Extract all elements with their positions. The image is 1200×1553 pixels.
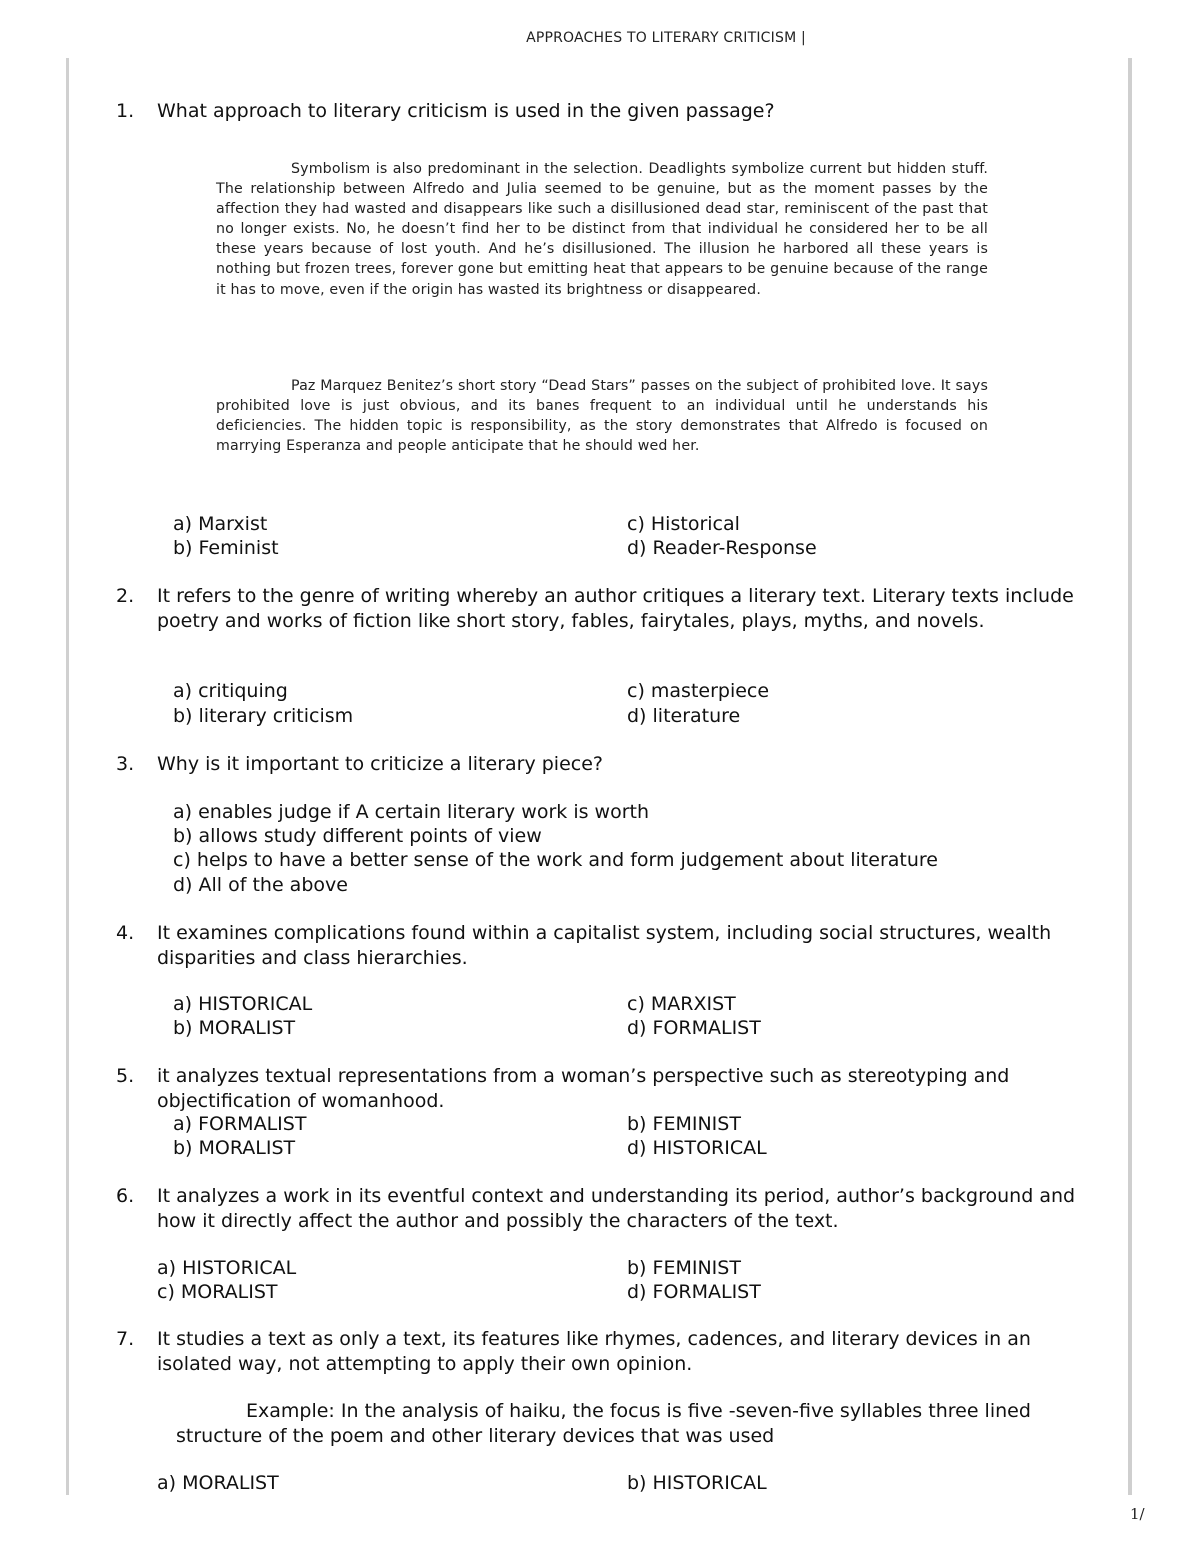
question-stem: Why is it important to criticize a literary piece? [157, 753, 603, 775]
answer-option: c) MORALIST [157, 1281, 278, 1303]
question-number: 2. [116, 585, 135, 607]
answer-option: d) literature [627, 705, 741, 727]
answer-option: a) HISTORICAL [157, 1257, 297, 1279]
answer-option: b) literary criticism [173, 705, 354, 727]
page-number: 1/ [1130, 1505, 1145, 1523]
question-number: 4. [116, 922, 135, 944]
left-margin-rule [66, 58, 69, 1495]
question-number: 7. [116, 1328, 135, 1350]
example-text: Example: In the analysis of haiku, the focus is five -seven-five syllables three lined structure of the poem and other literary devices that was used [176, 1400, 1031, 1447]
question-number: 3. [116, 753, 135, 775]
passage-paragraph-1: Symbolism is also predominant in the selection. Deadlights symbolize current but hidden stuff. The relationship between Alfredo and Julia seemed to be genuine, but as the moment passes by the affection they had wasted and disappears like such a disillusioned dead star, reminiscent of the past that no longer exists. No, he doesn’t find her to be distinct from that individual he considered her to be all these years because of lost youth. And he’s disillusioned. The illusion he harbored all these years is nothing but frozen trees, forever gone but emitting heat that appears to be genuine because of the range it has to move, even if the origin has wasted its brightness or disappeared. [216, 161, 988, 298]
question-stem: it analyzes textual representations from a woman’s perspective such as stereotyping and objectification of womanhood. [157, 1065, 1010, 1112]
answer-option: c) helps to have a better sense of the work and form judgement about literature [173, 849, 938, 871]
question-stem: What approach to literary criticism is used in the given passage? [157, 100, 775, 122]
answer-option: d) FORMALIST [627, 1281, 761, 1303]
question-number: 5. [116, 1065, 135, 1087]
question-stem: It examines complications found within a capitalist system, including social structures, wealth disparities and class hierarchies. [157, 922, 1052, 969]
answer-option: a) HISTORICAL [173, 993, 313, 1015]
question-number: 6. [116, 1185, 135, 1207]
question-stem: It refers to the genre of writing whereby an author critiques a literary text. Literary texts include poetry and works of fiction like short story, fables, fairytales, plays, myths, and novels. [157, 585, 1074, 632]
answer-option: c) masterpiece [627, 680, 770, 702]
answer-option: d) Reader-Response [627, 537, 817, 559]
answer-option: d) HISTORICAL [627, 1137, 767, 1159]
answer-option: a) MORALIST [157, 1472, 279, 1494]
answer-option: a) enables judge if A certain literary work is worth [173, 801, 650, 823]
answer-option: d) FORMALIST [627, 1017, 761, 1039]
page-header: APPROACHES TO LITERARY CRITICISM | [526, 30, 806, 46]
answer-option: b) FEMINIST [627, 1257, 741, 1279]
passage-paragraph-2: Paz Marquez Benitez’s short story “Dead Stars” passes on the subject of prohibited love. It says prohibited love is just obvious, and its banes frequent to an individual until he understands his deficiencies. The hidden topic is responsibility, as the story demonstrates that Alfredo is focused on marrying Esperanza and people anticipate that he should wed her. [216, 378, 988, 455]
answer-option: c) MARXIST [627, 993, 736, 1015]
answer-option: b) HISTORICAL [627, 1472, 767, 1494]
answer-option: b) MORALIST [173, 1017, 296, 1039]
question-stem: It analyzes a work in its eventful context and understanding its period, author’s background and how it directly affect the author and possibly the characters of the text. [157, 1185, 1076, 1232]
answer-option: d) All of the above [173, 874, 348, 896]
answer-option: c) Historical [627, 513, 740, 535]
answer-option: b) FEMINIST [627, 1113, 741, 1135]
answer-option: a) critiquing [173, 680, 288, 702]
answer-option: b) MORALIST [173, 1137, 296, 1159]
answer-option: b) allows study different points of view [173, 825, 542, 847]
answer-option: a) FORMALIST [173, 1113, 307, 1135]
answer-option: a) Marxist [173, 513, 268, 535]
question-number: 1. [116, 100, 135, 122]
answer-option: b) Feminist [173, 537, 279, 559]
right-margin-rule [1128, 58, 1132, 1495]
question-stem: It studies a text as only a text, its features like rhymes, cadences, and literary devices in an isolated way, not attempting to apply their own opinion. [157, 1328, 1031, 1375]
